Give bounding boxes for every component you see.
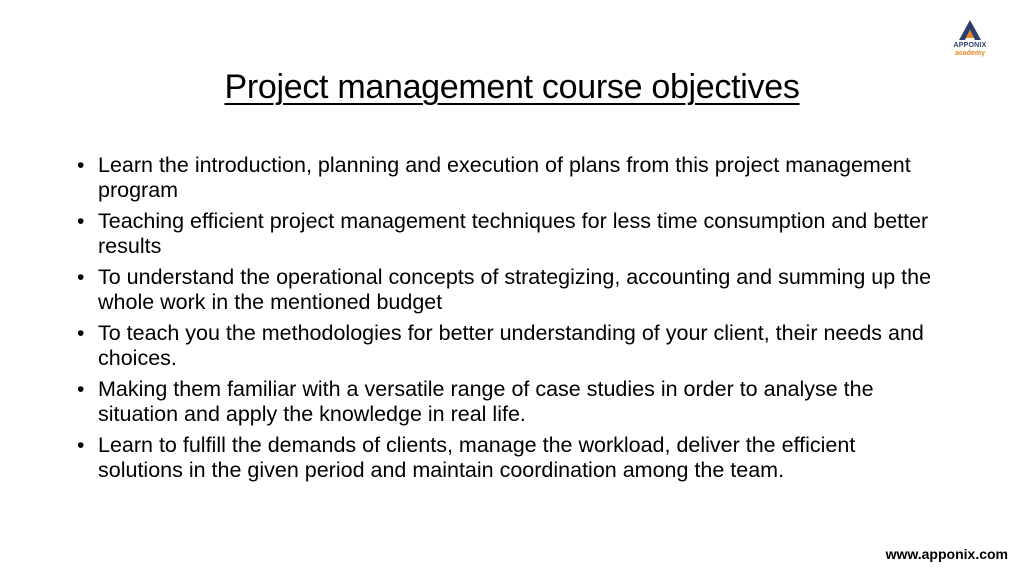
list-item	[76, 433, 944, 483]
bullet-icon: •	[77, 378, 85, 401]
footer-url[interactable]: www.apponix.com	[885, 546, 1008, 562]
list-item	[76, 321, 944, 371]
bullet-icon: •	[77, 210, 85, 233]
bullet-icon: •	[77, 154, 85, 177]
list-item	[76, 209, 944, 259]
bullet-icon: •	[77, 322, 85, 345]
logo-name: APPONIX	[953, 42, 987, 49]
bullet-text: To understand the operational concepts of strategizing, accounting and summing up the whole work in the mentioned budget	[98, 265, 932, 314]
logo-subtitle: academy	[955, 50, 985, 57]
bullet-icon: •	[77, 434, 85, 457]
apponix-logo	[942, 18, 998, 70]
bullet-text: To teach you the methodologies for better understanding of your client, their needs and choices.	[98, 321, 924, 370]
objectives-list	[76, 153, 944, 489]
list-item	[76, 153, 944, 203]
slide-title: Project management course objectives	[224, 68, 800, 106]
bullet-text: Making them familiar with a versatile range of case studies in order to analyse the situation and apply the knowledge in real life.	[98, 377, 874, 426]
logo-mark-icon	[942, 18, 998, 42]
bullet-text: Learn to fulfill the demands of clients, manage the workload, deliver the efficient solutions in the given period and maintain coordination among the team.	[98, 433, 856, 482]
bullet-text: Teaching efficient project management techniques for less time consumption and better results	[98, 209, 929, 258]
list-item	[76, 265, 944, 315]
bullet-text: Learn the introduction, planning and execution of plans from this project management program	[98, 153, 911, 202]
list-item	[76, 377, 944, 427]
bullet-icon: •	[77, 266, 85, 289]
